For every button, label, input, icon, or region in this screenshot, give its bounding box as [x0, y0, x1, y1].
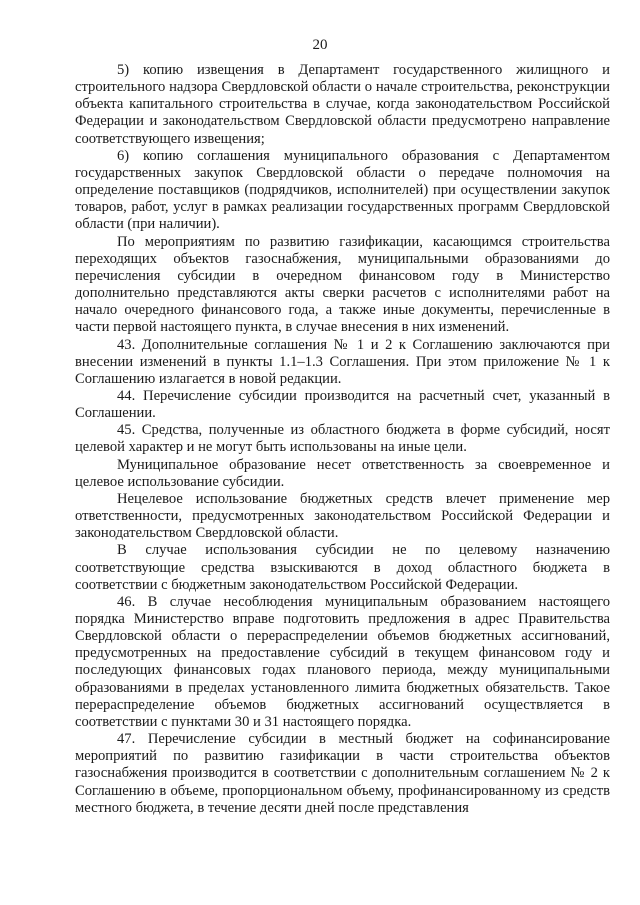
document-body	[75, 62, 610, 817]
paragraph-clause-43: 43. Дополнительные соглашения № 1 и 2 к Соглашению заключаются при внесении изменений в пункты 1.1–1.3 Соглашения. При этом приложение № 1 к Соглашению излагается в новой редакции.	[75, 336, 610, 387]
paragraph-recovery: В случае использования субсидии не по целевому назначению соответствующие средства взыскиваются в доход областного бюджета в соответствии с бюджетным законодательством Российской Федерации.	[75, 542, 610, 593]
paragraph-clause-44: 44. Перечисление субсидии производится на расчетный счет, указанный в Соглашении.	[75, 387, 610, 422]
paragraph-clause-47: 47. Перечисление субсидии в местный бюджет на софинансирование мероприятий по развитию газификации в части строительства объектов газоснабжения производится в соответствии с дополнительным соглашением № 2 к Соглашению в объеме, пропорциональном объему, профинансированному из средств местного бюджета, в течение десяти дней после представления	[75, 731, 610, 816]
paragraph-clause-45: 45. Средства, полученные из областного бюджета в форме субсидий, носят целевой характер и не могут быть использованы на иные цели.	[75, 422, 610, 456]
paragraph-item-6: 6) копию соглашения муниципального образования с Департаментом государственных закупок Свердловской области о передаче полномочия на определение поставщиков (подрядчиков, исполнителей) при осуществлении закупок товаров, работ, услуг в рамках реализации государственных программ Свердловской области (при наличии).	[75, 147, 610, 233]
paragraph-misuse-liability: Нецелевое использование бюджетных средств влечет применение мер ответственности, предусмотренных законодательством Российской Федерации и законодательством Свердловской области.	[75, 490, 610, 542]
page-number: 20	[312, 37, 328, 53]
paragraph-gasification-reports: По мероприятиям по развитию газификации, касающимся строительства переходящих объектов газоснабжения, муниципальными образованиями до перечисления субсидии в очередном финансовом году в Министерство дополнительно представляются акты сверки расчетов с исполнителями работ на начало очередного финансового года, а также иные документы, перечисленные в части первой настоящего пункта, в случае внесения в них изменений.	[75, 233, 610, 336]
paragraph-clause-46: 46. В случае несоблюдения муниципальным образованием настоящего порядка Министерство вправе подготовить предложения в адрес Правительства Свердловской области о перераспределении объемов бюджетных ассигнований, предусмотренных на предоставление субсидий в текущем финансовом году и последующих финансовых годах планового периода, между муниципальными образованиями в пределах установленного лимита бюджетных обязательств. Такое перераспределение объемов бюджетных ассигнований осуществляется в соответствии с пунктами 30 и 31 настоящего порядка.	[75, 593, 610, 730]
paragraph-responsibility: Муниципальное образование несет ответственность за своевременное и целевое использование субсидии.	[75, 456, 610, 490]
paragraph-item-5: 5) копию извещения в Департамент государственного жилищного и строительного надзора Свердловской области о начале строительства, реконструкции объекта капитального строительства в случае, когда законодательством Российской Федерации и законодательством Свердловской области предусмотрено направление соответствующего извещения;	[75, 62, 610, 147]
